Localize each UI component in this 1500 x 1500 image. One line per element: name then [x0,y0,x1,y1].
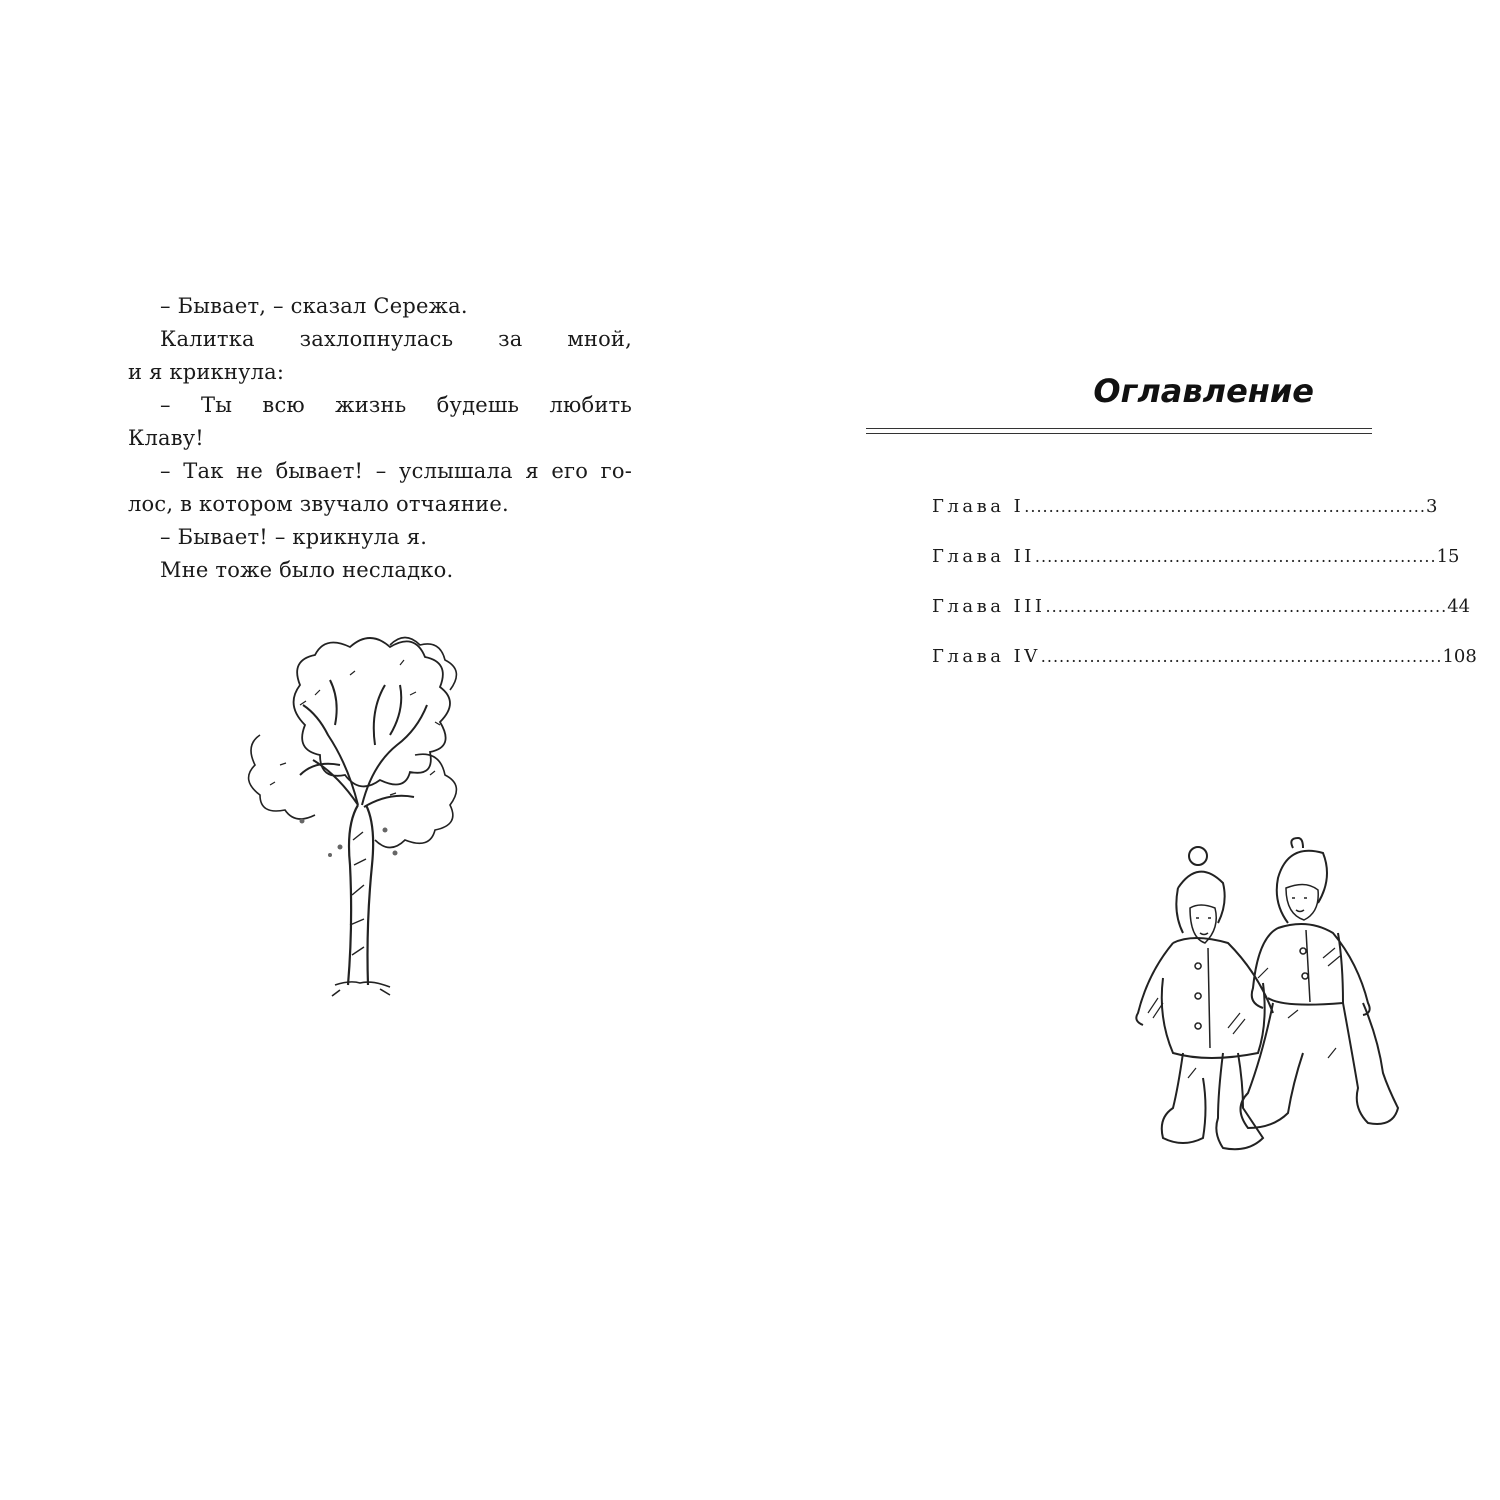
text-line: и я крикнула: [128,360,285,384]
table-of-contents [932,496,1477,696]
text-line: лос, в котором звучало отчаяние. [128,492,509,516]
toc-chapter-label: Глава III [932,596,1046,617]
toc-leader-dots: .................................................................. [1024,497,1426,516]
toc-leader-dots: .................................................................. [1040,647,1443,666]
toc-entry[interactable] [932,596,1471,646]
toc-entry[interactable] [932,646,1477,696]
toc-leader-dots: .................................................................. [1034,547,1437,566]
toc-entry[interactable] [932,546,1460,596]
toc-page-number: 108 [1442,646,1477,667]
title-rule-bottom [866,433,1372,434]
text-line: Калитка захлопнулась за мной, [160,327,632,351]
children-walking-illustration [1128,838,1400,1176]
toc-chapter-label: Глава IV [932,646,1041,667]
toc-page-number: 3 [1425,496,1438,517]
toc-chapter-label: Глава I [932,496,1025,517]
toc-entry[interactable] [932,496,1438,546]
text-line: Мне тоже было несладко. [160,558,454,582]
toc-page-number: 44 [1447,596,1471,617]
toc-title: Оглавление [1093,372,1314,410]
text-line: – Так не бывает! – услышала я его го- [160,459,632,483]
tree-illustration [240,625,490,995]
toc-chapter-label: Глава II [932,546,1035,567]
left-page-text [128,290,632,587]
text-line: – Бывает, – сказал Сережа. [160,294,468,318]
text-line: Клаву! [128,426,204,450]
text-line: – Ты всю жизнь будешь любить [160,393,632,417]
text-line: – Бывает! – крикнула я. [160,525,428,549]
toc-leader-dots: .................................................................. [1045,597,1448,616]
toc-page-number: 15 [1436,546,1460,567]
title-rule-top [866,428,1372,429]
